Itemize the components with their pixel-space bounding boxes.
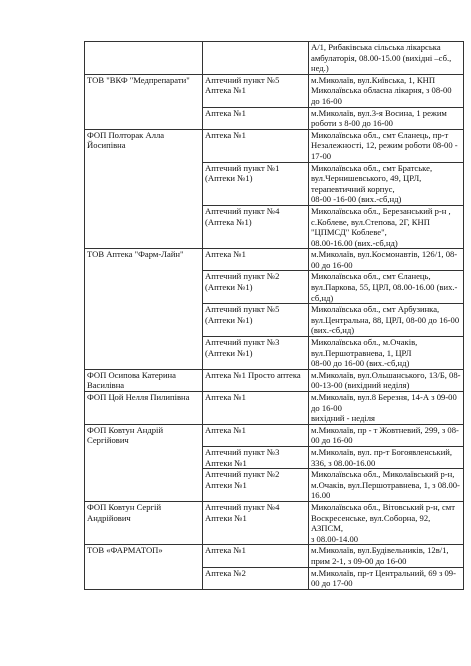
address-cell: А/1, Рибаківська сільська лікарська амбулаторія, 08.00-15.00 (вихідні –сб., нед.) — [309, 42, 464, 75]
pharmacy-table — [84, 41, 464, 590]
table-row — [85, 392, 464, 425]
org-cell: ФОП Цой Нелля Пилипівна — [85, 392, 203, 425]
point-cell: Аптека №1 — [203, 392, 309, 425]
point-cell: Аптека №1 — [203, 107, 309, 129]
address-cell: Миколаївська обл., смт Братське, вул.Чернишевського, 49, ЦРЛ, терапевтичний корпус, 08-00 -16-00 (вих.-сб,нд) — [309, 162, 464, 205]
table-row — [85, 424, 464, 446]
org-cell — [85, 42, 203, 75]
address-cell: Миколаївська обл., смт Єланець, пр-т Незалежності, 12, режим роботи 08-00 - 17-00 — [309, 129, 464, 162]
table-row — [85, 369, 464, 391]
point-cell: Аптечний пункт №5 (Аптеки №1) — [203, 304, 309, 337]
address-cell: м.Миколаїв, вул. пр-т Богоявленський, 336, з 08.00-16.00 — [309, 446, 464, 468]
point-cell: Аптека №1 — [203, 545, 309, 567]
point-cell: Аптека №2 — [203, 567, 309, 589]
org-cell: ТОВ "ВКФ "Медпрепарати" — [85, 74, 203, 129]
address-cell: м.Миколаїв, пр-т Центральний, 69 з 09-00 до 17-00 — [309, 567, 464, 589]
org-cell: ФОП Ковтун Андрій Сергійович — [85, 424, 203, 501]
address-cell: м.Миколаїв, вул.8 Березня, 14-А з 09-00 до 16-00 вихідний - неділя — [309, 392, 464, 425]
point-cell: Аптечний пункт №5 Аптека №1 — [203, 74, 309, 107]
address-cell: Миколаївська обл., Вітовський р-н, смт Воскресенське, вул.Соборна, 92, АЗПСМ, з 08.00-14.00 — [309, 501, 464, 544]
point-cell: Аптечний пункт №4 (Аптека №1) — [203, 205, 309, 248]
point-cell: Аптека №1 Просто аптека — [203, 369, 309, 391]
point-cell: Аптечний пункт №2 Аптеки №1 — [203, 469, 309, 502]
table-row — [85, 74, 464, 107]
address-cell: Миколаївська обл., Миколаївський р-н, м.Очаків, вул.Першотравнева, 1, з 08.00-16.00 — [309, 469, 464, 502]
address-cell: Миколаївська обл., смт Арбузинка, вул.Центральна, 88, ЦРЛ, 08-00 до 16-00 (вих.-сб,нд) — [309, 304, 464, 337]
address-cell: м.Миколаїв, вул.Космонавтів, 126/1, 08-00 до 16-00 — [309, 249, 464, 271]
point-cell: Аптека №1 — [203, 424, 309, 446]
table-row — [85, 42, 464, 75]
address-cell: Миколаївська обл., Березанський р-н , с.Коблеве, вул.Степова, 2Г, КНП "ЦПМСД" Коблеве", 08.00-16.00 (вих.-сб,нд) — [309, 205, 464, 248]
address-cell: м.Миколаїв, пр - т Жовтневий, 299, з 08-00 до 16-00 — [309, 424, 464, 446]
org-cell: ТОВ «ФАРМАТОП» — [85, 545, 203, 589]
table-row — [85, 501, 464, 544]
table-row — [85, 545, 464, 567]
org-cell: ФОП Ковтун Сергій Андрійович — [85, 501, 203, 544]
table-row — [85, 249, 464, 271]
org-cell: ТОВ Аптека "Фарм-Лайн" — [85, 249, 203, 370]
point-cell — [203, 42, 309, 75]
address-cell: м.Миколаїв, вул.Ольшанського, 13/Б, 08-00-13-00 (вихідний неділя) — [309, 369, 464, 391]
address-cell: м.Миколаїв, вул.3-я Восина, 1 режим роботи з 8-00 до 16-00 — [309, 107, 464, 129]
point-cell: Аптечний пункт №2 (Аптеки №1) — [203, 271, 309, 304]
address-cell: м.Миколаїв, вул.Будівельників, 12в/1, прим 2-1, з 09-00 до 16-00 — [309, 545, 464, 567]
table-row — [85, 129, 464, 162]
org-cell: ФОП Осипова Катерина Василівна — [85, 369, 203, 391]
point-cell: Аптечний пункт №3 Аптеки №1 — [203, 446, 309, 468]
point-cell: Аптечний пункт №3 (Аптеки №1) — [203, 337, 309, 370]
address-cell: м.Миколаїв, вул.Київська, 1, КНП Миколаївська обласна лікарня, з 08-00 до 16-00 — [309, 74, 464, 107]
point-cell: Аптечний пункт №1 (Аптеки №1) — [203, 162, 309, 205]
point-cell: Аптека №1 — [203, 249, 309, 271]
pharmacy-table-body — [85, 42, 464, 590]
point-cell: Аптека №1 — [203, 129, 309, 162]
address-cell: Миколаївська обл., м.Очаків, вул.Першотравнева, 1, ЦРЛ 08-00 до 16-00 (вих.-сб,нд) — [309, 337, 464, 370]
address-cell: Миколаївська обл., смт Єланець, вул.Паркова, 55, ЦРЛ, 08.00-16.00 (вих.-сб,нд) — [309, 271, 464, 304]
org-cell: ФОП Полторак Алла Йосипівна — [85, 129, 203, 249]
point-cell: Аптечний пункт №4 Аптеки №1 — [203, 501, 309, 544]
